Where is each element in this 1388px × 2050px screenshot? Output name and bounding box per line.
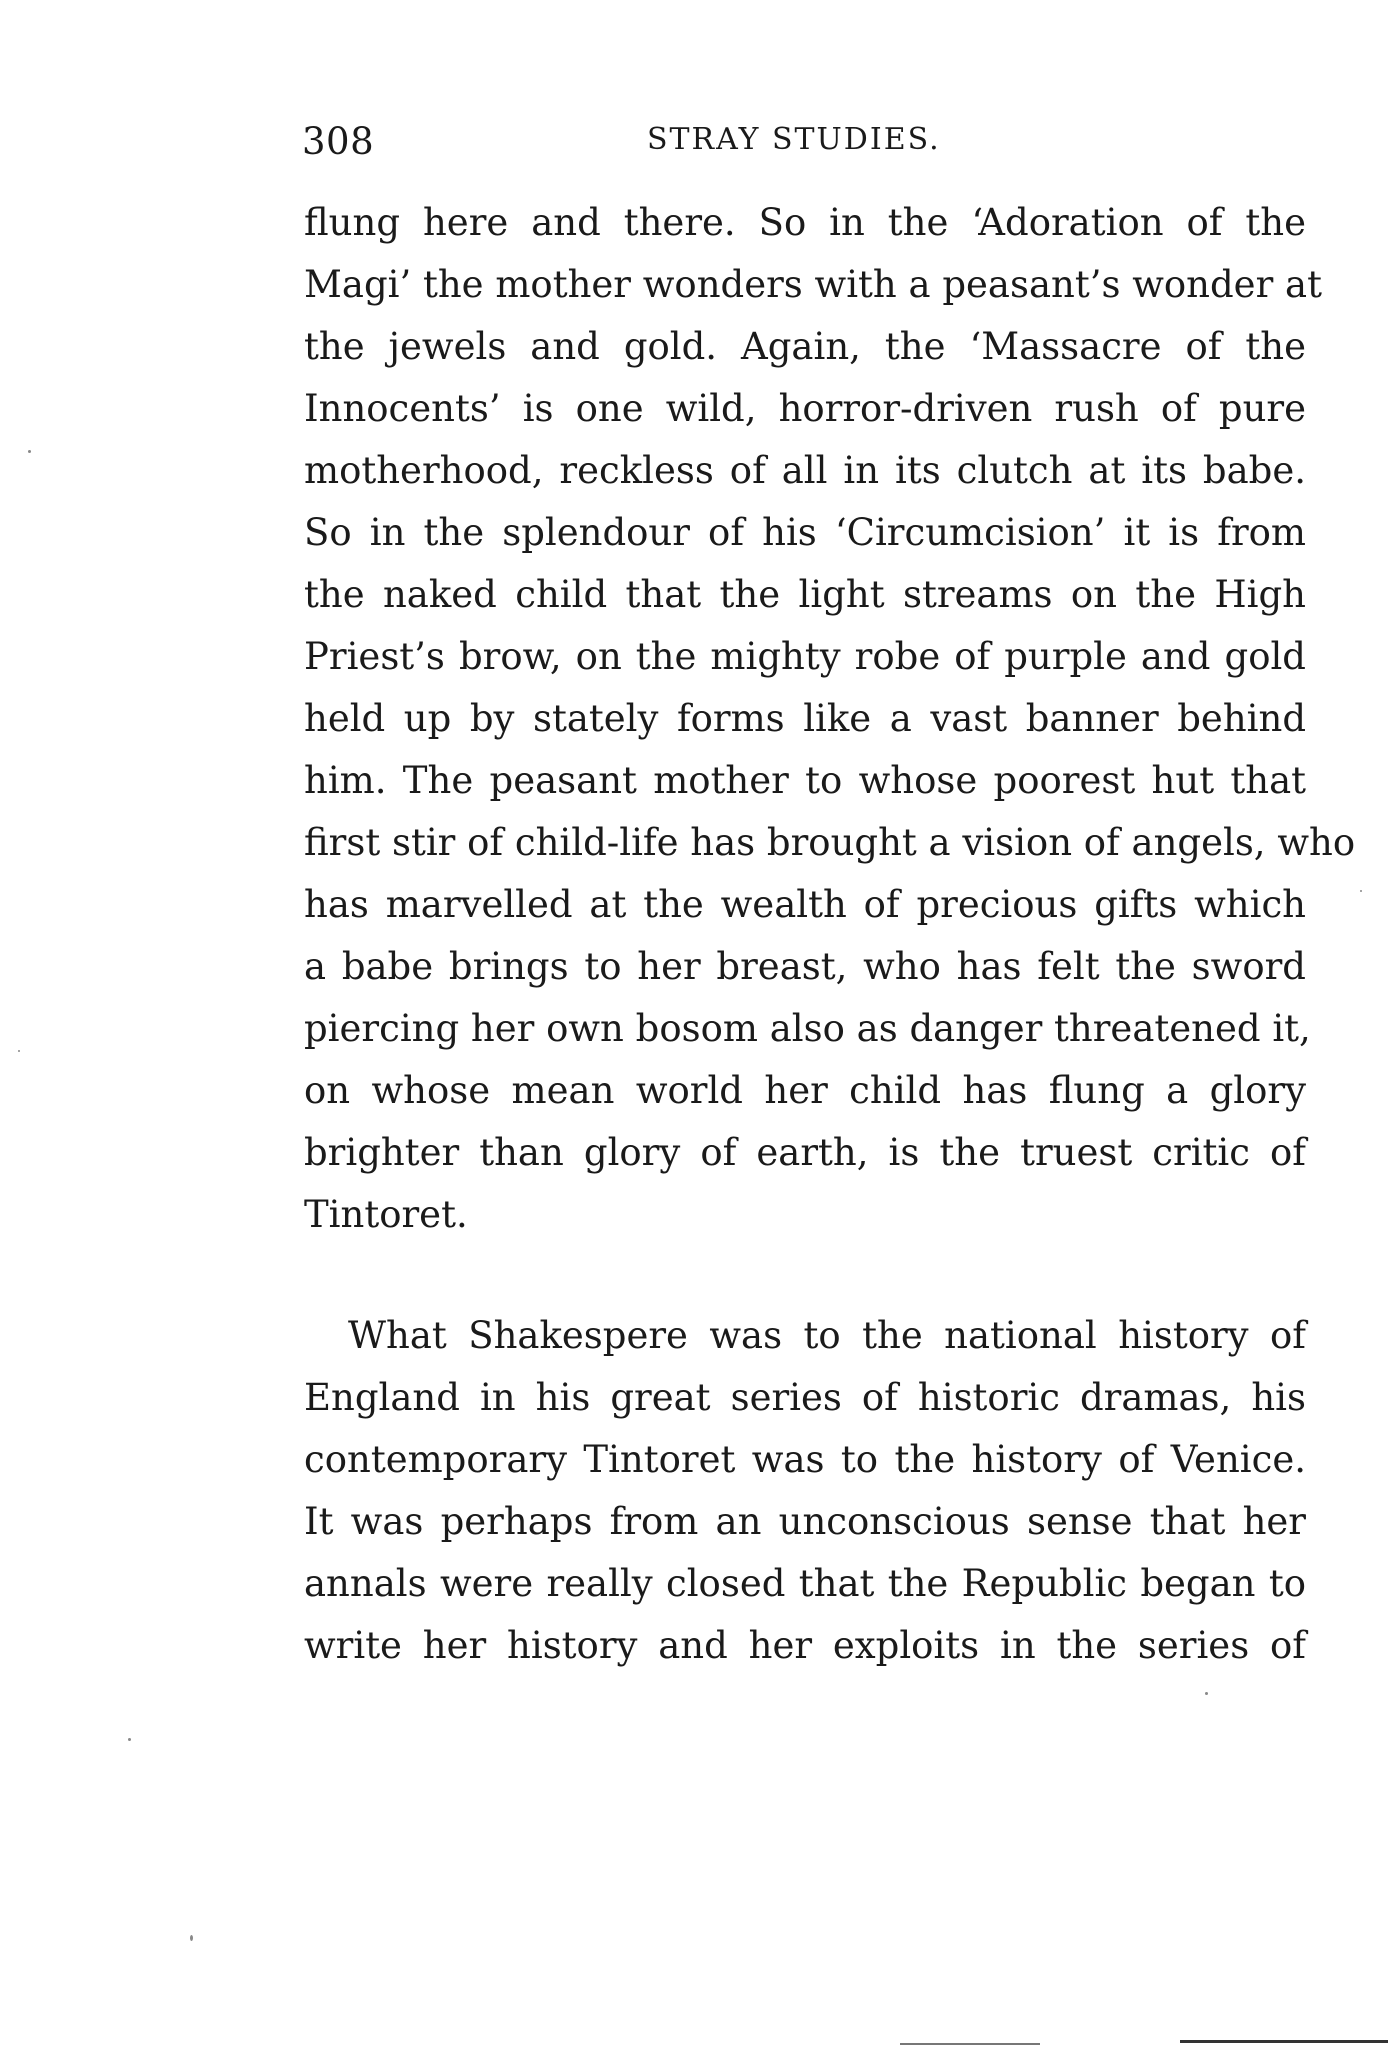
scan-edge-rule xyxy=(1180,2040,1388,2043)
text-line: What Shakespere was to the national history of xyxy=(348,1314,1306,1357)
text-line: the naked child that the light streams on the High xyxy=(304,573,1306,616)
text-line: a babe brings to her breast, who has felt the sword xyxy=(304,945,1306,988)
running-head: STRAY STUDIES. xyxy=(647,122,941,157)
text-line: annals were really closed that the Republic began to xyxy=(304,1562,1306,1605)
scan-edge-rule xyxy=(900,2043,1040,2045)
text-line: Magi’ the mother wonders with a peasant’s wonder at xyxy=(304,263,1322,306)
page-header xyxy=(302,120,1302,170)
text-line: flung here and there. So in the ‘Adoration of the xyxy=(304,201,1306,244)
text-line: on whose mean world her child has flung a glory xyxy=(304,1069,1306,1112)
text-line: contemporary Tintoret was to the history of Venice. xyxy=(304,1438,1306,1481)
paragraph-new xyxy=(304,1305,1306,1677)
text-line: Priest’s brow, on the mighty robe of purple and gold xyxy=(304,635,1306,678)
text-line: write her history and her exploits in the series of xyxy=(304,1624,1306,1667)
scan-speck xyxy=(128,1738,131,1741)
text-line: Tintoret. xyxy=(304,1193,468,1236)
text-line: England in his great series of historic dramas, his xyxy=(304,1376,1306,1419)
scan-speck xyxy=(1360,890,1362,892)
text-line: piercing her own bosom also as danger threatened it, xyxy=(304,1007,1311,1050)
text-line: brighter than glory of earth, is the truest critic of xyxy=(304,1131,1306,1174)
paragraph-continued xyxy=(304,192,1356,1246)
scan-speck xyxy=(18,1050,20,1052)
text-line: So in the splendour of his ‘Circumcision’ it is from xyxy=(304,511,1306,554)
text-line: held up by stately forms like a vast banner behind xyxy=(304,697,1306,740)
text-line: has marvelled at the wealth of precious gifts which xyxy=(304,883,1306,926)
text-line: the jewels and gold. Again, the ‘Massacre of the xyxy=(304,325,1306,368)
text-line: him. The peasant mother to whose poorest hut that xyxy=(304,759,1306,802)
page-number: 308 xyxy=(302,120,375,163)
text-line: first stir of child-life has brought a vision of angels, who xyxy=(304,821,1356,864)
scan-speck xyxy=(28,450,31,453)
scan-speck xyxy=(190,1935,193,1941)
text-line: motherhood, reckless of all in its clutch at its babe. xyxy=(304,449,1306,492)
scan-speck xyxy=(1205,1692,1208,1695)
text-line: Innocents’ is one wild, horror-driven rush of pure xyxy=(304,387,1306,430)
text-line: It was perhaps from an unconscious sense that her xyxy=(304,1500,1306,1543)
